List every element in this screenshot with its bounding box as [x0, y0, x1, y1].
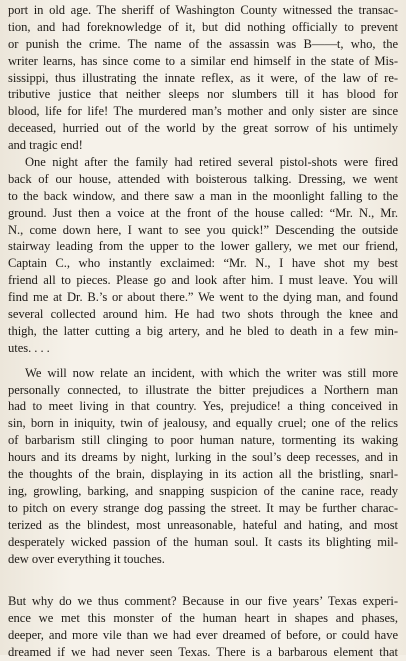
text-line: to the back window, and there saw a man in the moonlight falling to the — [8, 188, 398, 203]
paragraph-continued — [8, 2, 398, 154]
text-line: hours and its dreams by night, lurking in the soul’s deep recesses, and in — [8, 450, 398, 465]
text-line: friend all to pieces. Please go and look after him. I must leave. You will — [8, 273, 398, 288]
text-line: find me at Dr. B.’s or about there.” We went to the dying man, and found — [8, 290, 398, 305]
text-line: ing, growling, barking, and snapping suspicion of the canine race, ready — [8, 483, 398, 498]
text-line: back of our house, attended with boisterous talking. Dressing, we went — [8, 171, 398, 186]
text-line: But why do we thus comment? Because in our five years’ Texas experi- — [8, 594, 398, 609]
text-line: several collected around him. He had two shots through the knee and — [8, 307, 398, 322]
text-line: dreamed if we had never seen Texas. There is a barbarous element that — [8, 645, 398, 660]
section-break — [8, 567, 398, 579]
text-line: or punish the crime. The name of the assassin was B——t, who, the — [8, 36, 398, 51]
text-line: had to meet living in that country. Yes, prejudice! a thing conceived in — [8, 399, 398, 414]
text-line: desperately wicked passion of the human soul. It casts its blighting mil- — [8, 534, 398, 549]
text-line: N., come down here, I want to see you quick!” Descending the outside — [8, 222, 398, 237]
paragraph-comment — [8, 593, 398, 661]
text-line: sin, born in iniquity, twin of jealousy, and equally cruel; one of the relics — [8, 416, 398, 431]
text-line: tributive justice that neither sleeps nor slumbers till it has blood for — [8, 87, 398, 102]
text-line: of barbarism still clinging to poor human nature, tormenting its waking — [8, 433, 398, 448]
text-line: to pitch on every strange dog passing the street. It may be further charac- — [8, 500, 398, 515]
paragraph-pistol-shots — [8, 154, 398, 357]
paragraph-gap — [8, 357, 398, 365]
page-text — [8, 2, 398, 661]
text-line: dew over everything it touches. — [8, 551, 165, 566]
text-line: ence we met this monster of the human heart in shapes and phases, — [8, 611, 398, 626]
text-line: port in old age. The sheriff of Washington County witnessed the transac- — [8, 3, 398, 17]
text-line: blood, life for life! The murdered man’s mother and only sister are since — [8, 104, 398, 119]
text-line: stairway leading from the upper to the lower gallery, we met our friend, — [8, 239, 398, 254]
text-line: the thoughts of the brain, displaying in its action all the bristling, snarl- — [8, 467, 398, 482]
text-line: utes. . . . — [8, 340, 50, 355]
text-line: sissippi, thus illustrating the innate reflex, as it were, of the law of re- — [8, 70, 398, 85]
text-line: writer learns, has since come to a similar end himself in the state of Mis- — [8, 53, 398, 68]
text-line: One night after the family had retired several pistol-shots were fired — [25, 155, 398, 170]
paragraph-prejudice — [8, 365, 398, 568]
text-line: deeper, and more vile than we had ever dreamed of before, or could have — [8, 628, 398, 643]
text-line: Captain C., who instantly exclaimed: “Mr. N., I have shot my best — [8, 256, 398, 271]
text-line: ground. Just then a voice at the front of the house called: “Mr. N., Mr. — [8, 205, 398, 220]
text-line: and tragic end! — [8, 138, 83, 153]
section-break-space — [8, 579, 398, 593]
text-line: thigh, the latter cutting a big artery, and he bled to death in a few min- — [8, 323, 398, 338]
text-line: We will now relate an incident, with which the writer was still more — [25, 365, 398, 380]
text-line: deceased, hurried out of the world by the great sorrow of his untimely — [8, 121, 398, 136]
text-line: tion, and had foreknowledge of it, but did nothing officially to prevent — [8, 19, 398, 34]
text-line: terized as the blindest, most unreasonable, hateful and hating, and most — [8, 517, 398, 532]
text-line: personally connected, to illustrate the bitter prejudices a Northern man — [8, 382, 398, 397]
